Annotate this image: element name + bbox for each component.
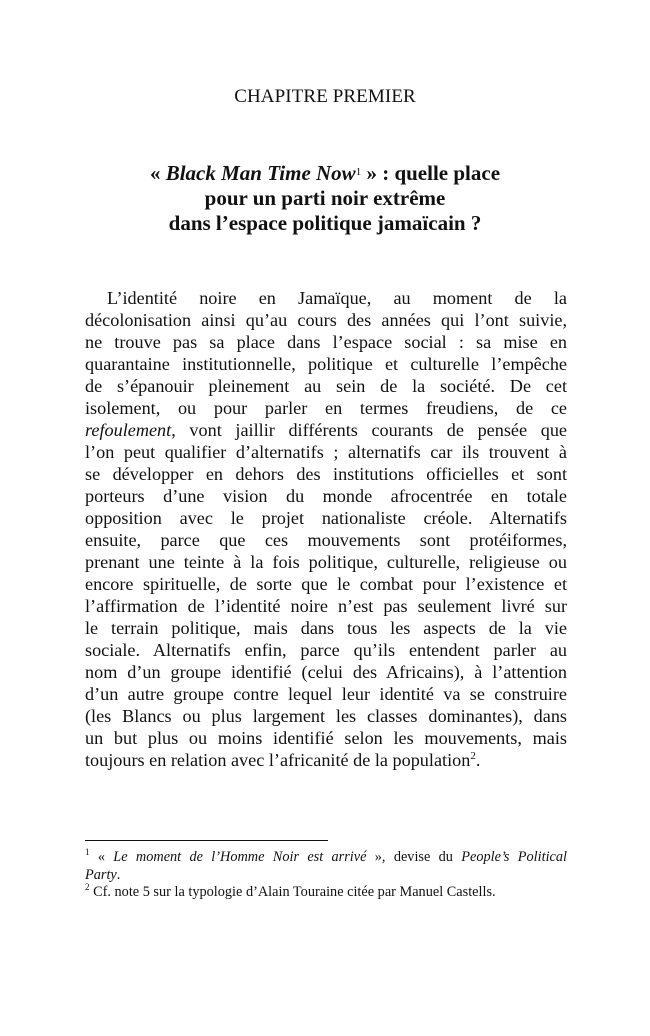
- footnote-ref-2[interactable]: 2: [470, 749, 476, 762]
- fn-open-quote: «: [89, 849, 114, 865]
- body-line-text: toujours en relation avec l’africanité de la population: [85, 750, 471, 770]
- footnotes: [85, 849, 567, 902]
- fn-mid: », devise du: [366, 849, 462, 865]
- body-line: [85, 419, 567, 441]
- body-line: porteurs d’une vision du monde afrocentrée en totale: [85, 486, 567, 506]
- title-rest-line-1: » : quelle place: [361, 161, 501, 185]
- footnote-2: [85, 884, 567, 902]
- chapter-label: CHAPITRE PREMIER: [234, 86, 416, 107]
- body-line: (les Blancs ou plus largement les classes dominantes), dans: [85, 706, 567, 726]
- body-line: nom d’un groupe identifié (celui des Africains), à l’attention: [85, 662, 567, 682]
- body-line: un but plus ou moins identifié selon les mouvements, mais: [85, 728, 567, 748]
- body-line: l’affirmation de l’identité noire n’est pas seulement livré sur: [85, 596, 567, 616]
- italic-refoulement: refoulement: [85, 420, 172, 440]
- fn-2-text: Cf. note 5 sur la typologie d’Alain Touraine citée par Manuel Castells.: [89, 884, 496, 900]
- body-line-rest: , vont jaillir différents courants de pensée que: [171, 420, 567, 440]
- footnote-1-continued: [85, 867, 567, 885]
- body-line: sociale. Alternatifs enfin, parce qu’ils entendent parler au: [85, 640, 567, 660]
- body-paragraph: [85, 287, 567, 771]
- footnote-1: [85, 849, 567, 867]
- body-line: se développer en dehors des institutions officielles et sont: [85, 464, 567, 484]
- body-line: [85, 749, 567, 771]
- body-line: de s’épanouir pleinement au sein de la société. De cet: [85, 376, 567, 396]
- body-line: l’on peut qualifier d’alternatifs ; alternatifs car ils trouvent à: [85, 442, 567, 462]
- footnote-number-2: 2: [85, 882, 90, 893]
- footnote-ref-1[interactable]: 1: [355, 166, 362, 178]
- footnote-number-1: 1: [85, 847, 90, 858]
- body-line: ne trouve pas sa place dans l’espace social : sa mise en: [85, 332, 567, 352]
- period: .: [475, 750, 481, 770]
- chapter-title-line-1: [0, 161, 650, 186]
- body-line: opposition avec le projet nationaliste créole. Alternatifs: [85, 508, 567, 528]
- chapter-title: [0, 161, 650, 236]
- open-quote: «: [149, 161, 166, 185]
- body-line: le terrain politique, mais dans tous les aspects de la vie: [85, 618, 567, 638]
- body-line: quarantaine institutionnelle, politique et culturelle l’empêche: [85, 354, 567, 374]
- fn-end: .: [116, 866, 121, 883]
- body-line: décolonisation ainsi qu’au cours des années qui l’ont suivie,: [85, 310, 567, 330]
- title-italic-slogan: Black Man Time Now: [165, 161, 356, 185]
- body-line: ensuite, parce que ces mouvements sont protéiformes,: [85, 530, 567, 550]
- fn-italic-quote: Le moment de l’Homme Noir est arrivé: [113, 849, 367, 865]
- footnote-separator: [85, 840, 328, 841]
- chapter-title-line-2: pour un parti noir extrême: [204, 186, 446, 210]
- body-line: isolement, ou pour parler en termes freudiens, de ce: [85, 398, 567, 418]
- body-line: d’un autre groupe contre lequel leur identité va se construire: [85, 684, 567, 704]
- body-line: L’identité noire en Jamaïque, au moment de la: [107, 288, 567, 308]
- fn-party-line-1: People’s Political: [461, 849, 568, 865]
- body-line: encore spirituelle, de sorte que le combat pour l’existence et: [85, 574, 567, 594]
- body-line: prenant une teinte à la fois politique, culturelle, religieuse ou: [85, 552, 567, 572]
- chapter-title-line-3: dans l’espace politique jamaïcain ?: [168, 211, 482, 235]
- fn-party-line-2: Party: [85, 866, 117, 883]
